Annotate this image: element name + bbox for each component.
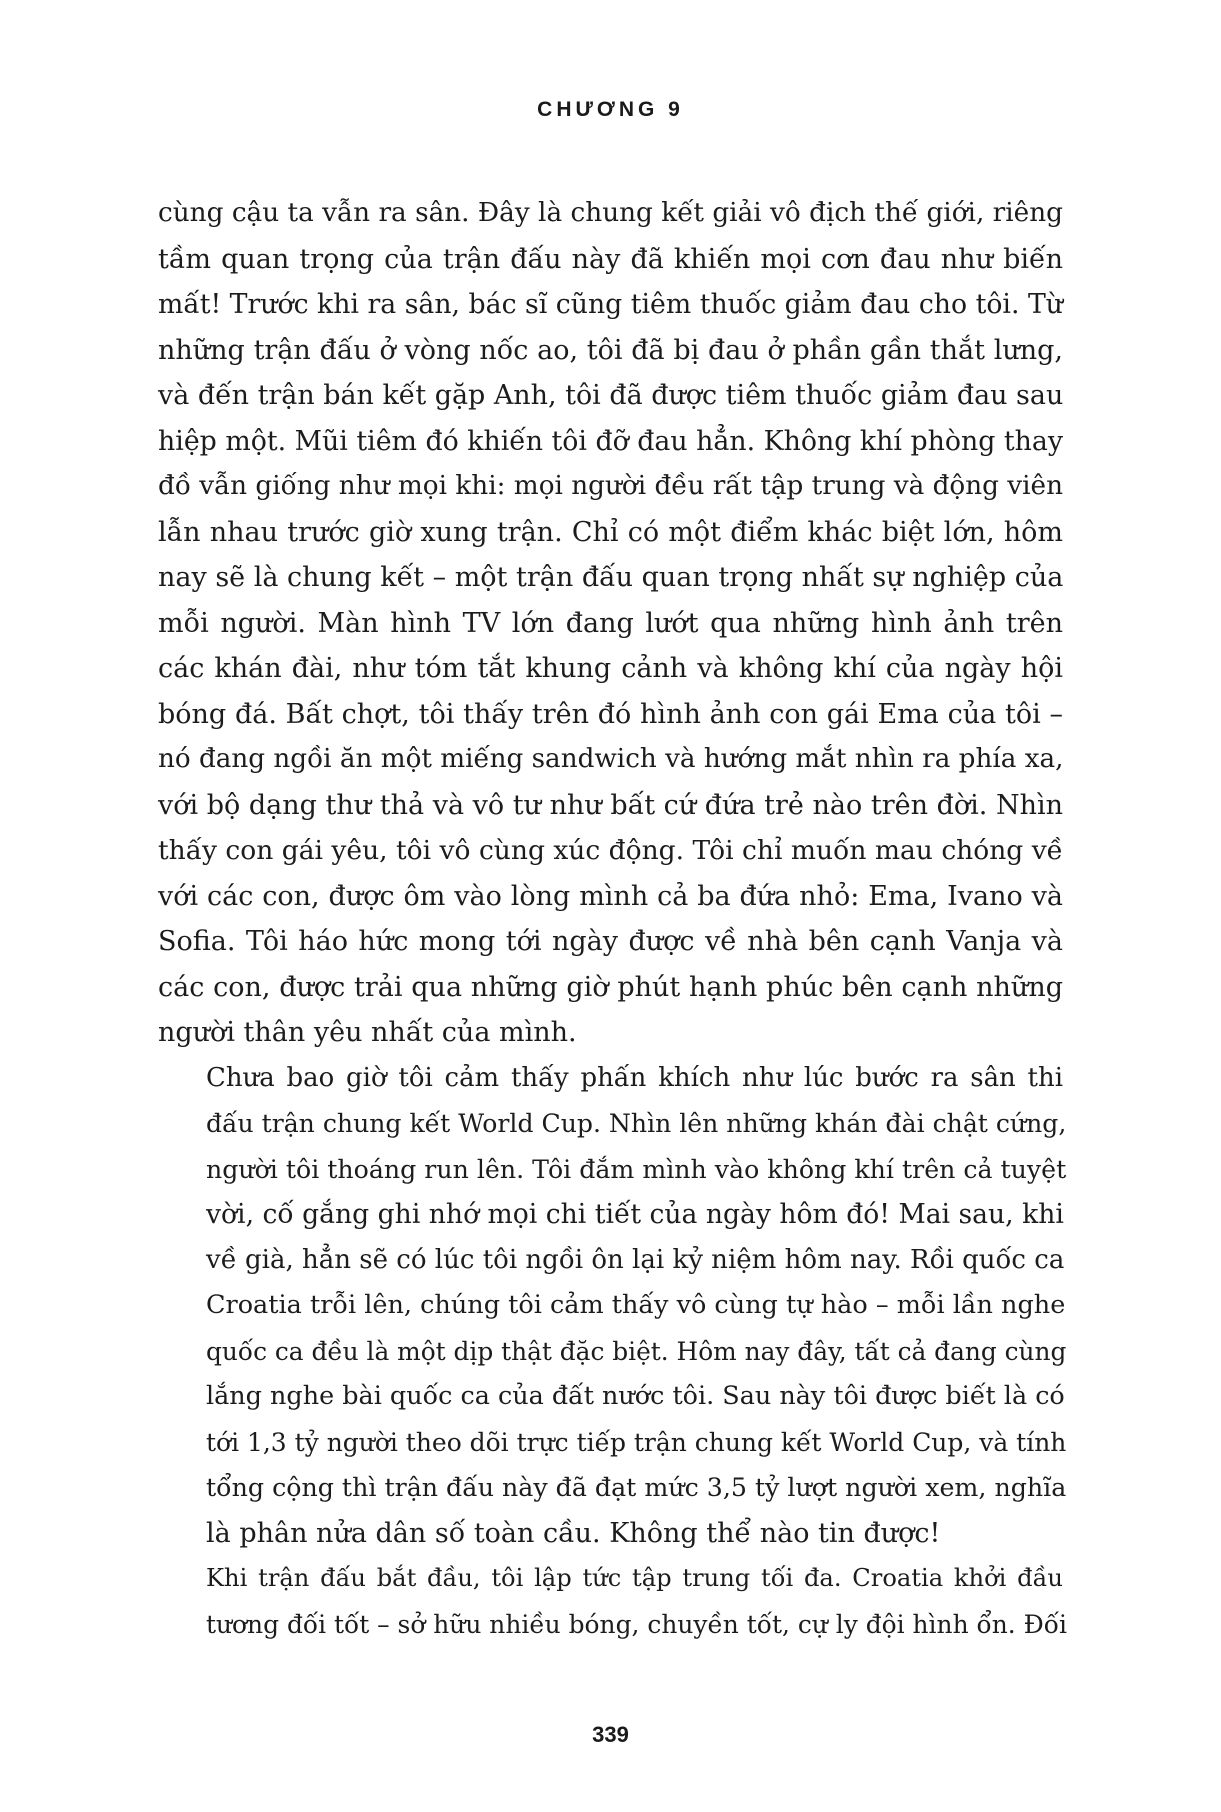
text-line: tới 1,3 tỷ người theo dõi trực tiếp trận chung kết World Cup, và tính <box>206 1427 1067 1457</box>
text-line: với bộ dạng thư thả và vô tư như bất cứ đứa trẻ nào trên đời. Nhìn <box>158 789 1063 821</box>
chapter-header: CHƯƠNG 9 <box>537 98 684 121</box>
text-line: là phân nửa dân số toàn cầu. Không thể nào tin được! <box>206 1517 941 1549</box>
text-line: về già, hẳn sẽ có lúc tôi ngồi ôn lại kỷ niệm hôm nay. Rồi quốc ca <box>206 1244 1065 1275</box>
text-line: tổng cộng thì trận đấu này đã đạt mức 3,5 tỷ lượt người xem, nghĩa <box>206 1473 1067 1502</box>
text-line: và đến trận bán kết gặp Anh, tôi đã được tiêm thuốc giảm đau sau <box>158 380 1064 411</box>
text-line: quốc ca đều là một dịp thật đặc biệt. Hôm nay đây, tất cả đang cùng <box>206 1336 1067 1366</box>
text-line: mỗi người. Màn hình TV lớn đang lướt qua những hình ảnh trên <box>158 607 1063 639</box>
text-line: Chưa bao giờ tôi cảm thấy phấn khích như lúc bước ra sân thi <box>206 1062 1063 1093</box>
text-line: Croatia trỗi lên, chúng tôi cảm thấy vô cùng tự hào – mỗi lần nghe <box>206 1290 1066 1320</box>
text-line: mất! Trước khi ra sân, bác sĩ cũng tiêm thuốc giảm đau cho tôi. Từ <box>158 289 1063 320</box>
text-line: người thân yêu nhất của mình. <box>158 1017 577 1048</box>
text-line: lẫn nhau trước giờ xung trận. Chỉ có một điểm khác biệt lớn, hôm <box>158 516 1063 548</box>
text-line: tương đối tốt – sở hữu nhiều bóng, chuyền tốt, cự ly đội hình ổn. Đối <box>206 1609 1067 1639</box>
text-line: thấy con gái yêu, tôi vô cùng xúc động. Tôi chỉ muốn mau chóng về <box>158 835 1063 866</box>
page-number: 339 <box>592 1722 629 1747</box>
text-line: tầm quan trọng của trận đấu này đã khiến mọi cơn đau như biến <box>158 243 1063 275</box>
paragraph-1 <box>158 191 1063 1056</box>
text-line: đồ vẫn giống như mọi khi: mọi người đều rất tập trung và động viên <box>158 471 1063 501</box>
text-line: nay sẽ là chung kết – một trận đấu quan trọng nhất sự nghiệp của <box>158 562 1064 593</box>
text-line: vời, cố gắng ghi nhớ mọi chi tiết của ngày hôm đó! Mai sau, khi <box>206 1199 1064 1230</box>
body-text <box>158 191 1067 1647</box>
paragraph-3 <box>158 1556 1067 1647</box>
text-line: với các con, được ôm vào lòng mình cả ba đứa nhỏ: Ema, Ivano và <box>158 880 1063 912</box>
text-line: đấu trận chung kết World Cup. Nhìn lên những khán đài chật cứng, <box>206 1109 1067 1138</box>
text-line: các khán đài, như tóm tắt khung cảnh và không khí của ngày hội <box>158 653 1063 684</box>
text-line: Sofia. Tôi háo hức mong tới ngày được về nhà bên cạnh Vanja và <box>158 926 1063 957</box>
paragraph-2 <box>158 1056 1067 1557</box>
text-line: cùng cậu ta vẫn ra sân. Đây là chung kết giải vô địch thế giới, riêng <box>158 198 1063 228</box>
text-line: các con, được trải qua những giờ phút hạnh phúc bên cạnh những <box>158 971 1063 1003</box>
text-line: lắng nghe bài quốc ca của đất nước tôi. Sau này tôi được biết là có <box>206 1381 1065 1411</box>
text-line: bóng đá. Bất chợt, tôi thấy trên đó hình ảnh con gái Ema của tôi – <box>158 698 1063 730</box>
text-line: hiệp một. Mũi tiêm đó khiến tôi đỡ đau hẳn. Không khí phòng thay <box>158 425 1063 457</box>
text-line: những trận đấu ở vòng nốc ao, tôi đã bị đau ở phần gần thắt lưng, <box>158 334 1063 366</box>
text-line: Khi trận đấu bắt đầu, tôi lập tức tập trung tối đa. Croatia khởi đầu <box>206 1564 1063 1592</box>
text-line: nó đang ngồi ăn một miếng sandwich và hướng mắt nhìn ra phía xa, <box>158 744 1064 774</box>
text-line: người tôi thoáng run lên. Tôi đắm mình vào không khí trên cả tuyệt <box>206 1154 1067 1184</box>
